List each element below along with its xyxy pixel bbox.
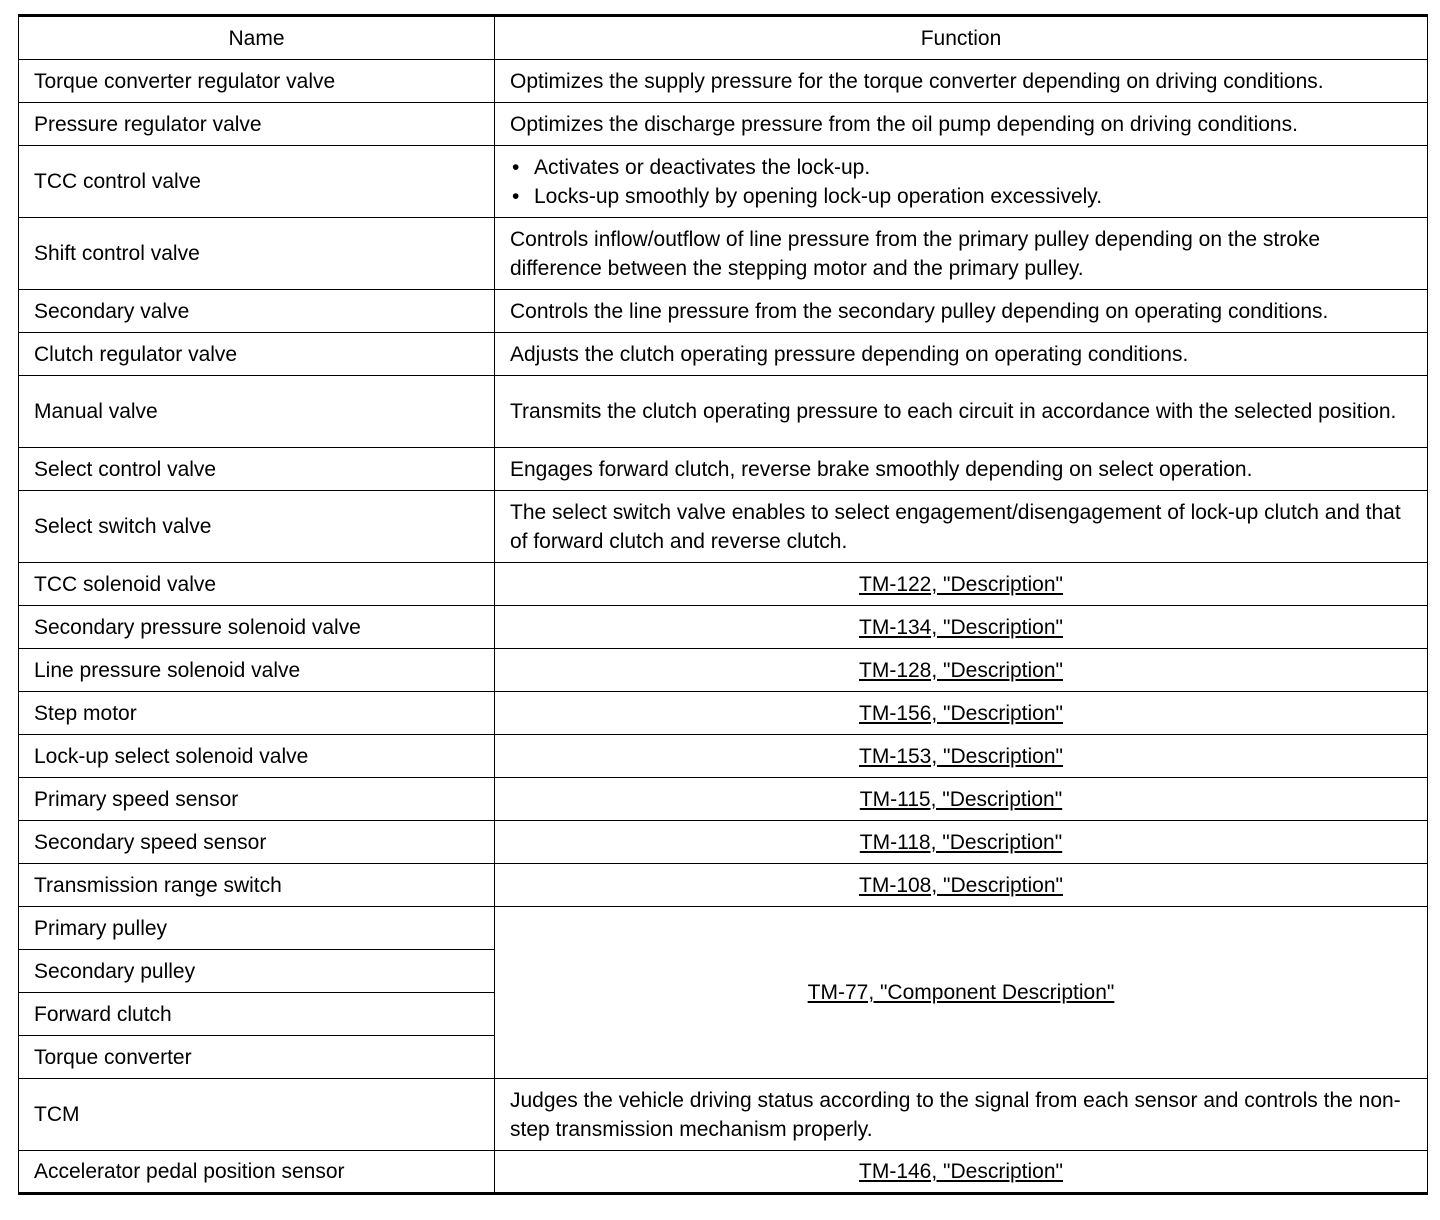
table-row <box>19 103 1428 146</box>
function-bullet-list <box>510 153 1412 211</box>
row-name: Secondary pressure solenoid valve <box>19 606 495 649</box>
table-row <box>19 563 1428 606</box>
row-name: Primary speed sensor <box>19 778 495 821</box>
row-function: Controls inflow/outflow of line pressure from the primary pulley depending on the stroke difference between the stepping motor and the primary pulley. <box>495 218 1428 290</box>
table-row <box>19 333 1428 376</box>
reference-link[interactable]: TM-77, "Component Description" <box>807 981 1115 1004</box>
row-function <box>495 606 1428 649</box>
bullet-item: • Locks-up smoothly by opening lock-up operation excessively. <box>510 182 1412 211</box>
table-row <box>19 692 1428 735</box>
row-function-merged <box>495 907 1428 1079</box>
header-function: Function <box>495 16 1428 60</box>
table-row <box>19 376 1428 448</box>
row-name: Secondary pulley <box>19 950 495 993</box>
reference-link[interactable]: TM-115, "Description" <box>859 787 1063 811</box>
row-function <box>495 692 1428 735</box>
row-name: Torque converter regulator valve <box>19 60 495 103</box>
table-header-row <box>19 16 1428 60</box>
table-row <box>19 290 1428 333</box>
reference-link[interactable]: TM-122, "Description" <box>859 572 1063 596</box>
row-name: Torque converter <box>19 1036 495 1079</box>
row-function <box>495 1151 1428 1194</box>
header-name: Name <box>19 16 495 60</box>
row-name: Secondary valve <box>19 290 495 333</box>
reference-link[interactable]: TM-156, "Description" <box>859 701 1063 725</box>
row-name: Accelerator pedal position sensor <box>19 1151 495 1194</box>
row-function <box>495 735 1428 778</box>
table-row <box>19 907 1428 950</box>
reference-link[interactable]: TM-108, "Description" <box>859 873 1063 897</box>
row-function: Adjusts the clutch operating pressure depending on operating conditions. <box>495 333 1428 376</box>
row-name: TCC control valve <box>19 146 495 218</box>
row-function: Optimizes the supply pressure for the torque converter depending on driving conditions. <box>495 60 1428 103</box>
bullet-item: • Activates or deactivates the lock-up. <box>510 153 1412 182</box>
table-row <box>19 1079 1428 1151</box>
row-name: Primary pulley <box>19 907 495 950</box>
table-row <box>19 218 1428 290</box>
row-name: Pressure regulator valve <box>19 103 495 146</box>
reference-link[interactable]: TM-146, "Description" <box>859 1160 1063 1183</box>
reference-link[interactable]: TM-134, "Description" <box>859 615 1063 639</box>
row-name: Forward clutch <box>19 993 495 1036</box>
table-row <box>19 649 1428 692</box>
row-name: Secondary speed sensor <box>19 821 495 864</box>
row-function: The select switch valve enables to select engagement/disengagement of lock-up clutch and that of forward clutch and reverse clutch. <box>495 491 1428 563</box>
table-row <box>19 60 1428 103</box>
row-function <box>495 649 1428 692</box>
row-function <box>495 864 1428 907</box>
row-name: TCM <box>19 1079 495 1151</box>
row-name: Clutch regulator valve <box>19 333 495 376</box>
reference-link[interactable]: TM-118, "Description" <box>859 830 1063 854</box>
reference-link[interactable]: TM-128, "Description" <box>859 658 1063 682</box>
row-name: Line pressure solenoid valve <box>19 649 495 692</box>
table-row <box>19 606 1428 649</box>
row-function: Engages forward clutch, reverse brake smoothly depending on select operation. <box>495 448 1428 491</box>
row-function: Optimizes the discharge pressure from the oil pump depending on driving conditions. <box>495 103 1428 146</box>
row-function: Controls the line pressure from the secondary pulley depending on operating conditions. <box>495 290 1428 333</box>
row-name: Transmission range switch <box>19 864 495 907</box>
row-name: Lock-up select solenoid valve <box>19 735 495 778</box>
row-function <box>495 821 1428 864</box>
row-function <box>495 146 1428 218</box>
table-row <box>19 864 1428 907</box>
table-row <box>19 735 1428 778</box>
row-name: Select control valve <box>19 448 495 491</box>
table-row <box>19 821 1428 864</box>
table-row <box>19 146 1428 218</box>
component-function-table <box>18 14 1428 1195</box>
table-row <box>19 448 1428 491</box>
table-row <box>19 778 1428 821</box>
row-name: Step motor <box>19 692 495 735</box>
row-name: Manual valve <box>19 376 495 448</box>
row-name: TCC solenoid valve <box>19 563 495 606</box>
row-function: Judges the vehicle driving status according to the signal from each sensor and controls the non-step transmission mechanism properly. <box>495 1079 1428 1151</box>
table-row <box>19 491 1428 563</box>
row-name: Select switch valve <box>19 491 495 563</box>
reference-link[interactable]: TM-153, "Description" <box>859 744 1063 768</box>
row-function <box>495 563 1428 606</box>
table-row <box>19 1151 1428 1194</box>
row-name: Shift control valve <box>19 218 495 290</box>
row-function <box>495 778 1428 821</box>
row-function: Transmits the clutch operating pressure to each circuit in accordance with the selected position. <box>495 376 1428 448</box>
